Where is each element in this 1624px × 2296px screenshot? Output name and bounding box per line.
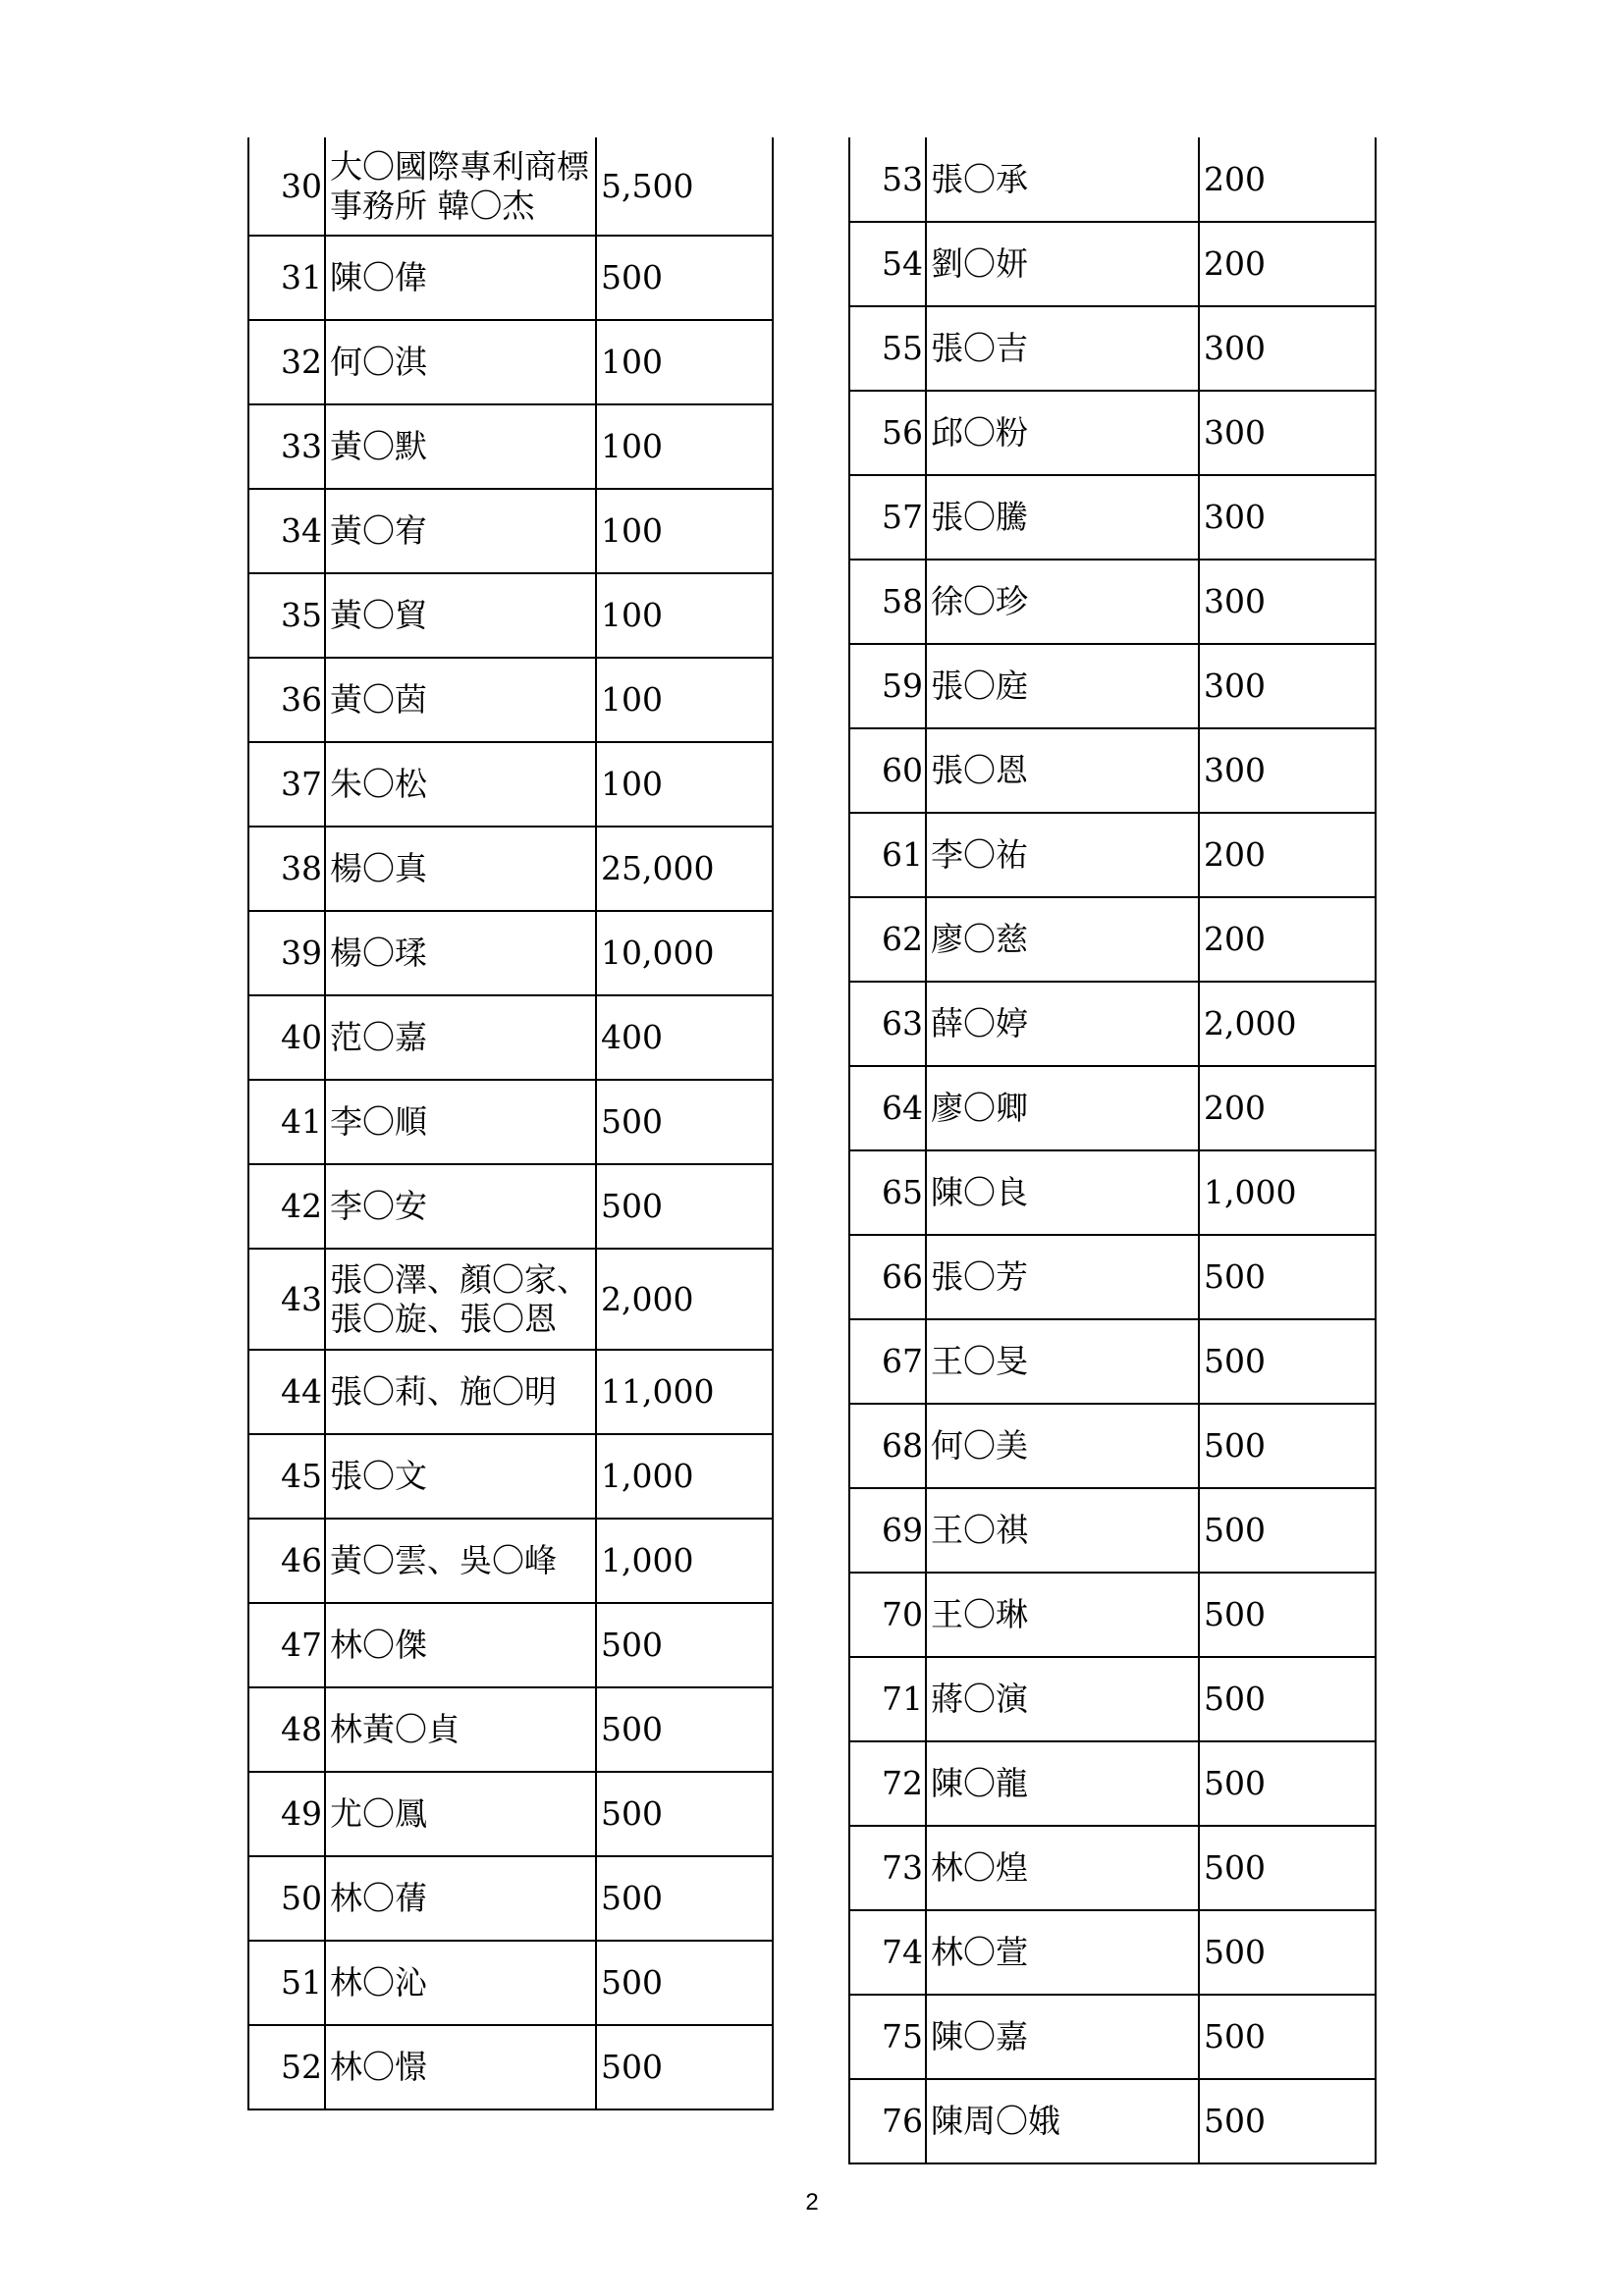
donation-amount: 11,000: [596, 1350, 773, 1434]
row-number: 43: [248, 1249, 325, 1350]
row-number: 51: [248, 1941, 325, 2025]
donor-name: 黃〇茵: [325, 658, 596, 742]
row-number: 69: [849, 1488, 926, 1573]
table-row: [248, 658, 773, 742]
row-number: 63: [849, 982, 926, 1066]
donation-amount: 500: [1199, 1235, 1376, 1319]
donor-name: 張〇文: [325, 1434, 596, 1519]
row-number: 73: [849, 1826, 926, 1910]
row-number: 76: [849, 2079, 926, 2163]
row-number: 35: [248, 573, 325, 658]
donor-name: 大〇國際專利商標事務所 韓〇杰: [325, 137, 596, 236]
row-number: 49: [248, 1772, 325, 1856]
row-number: 50: [248, 1856, 325, 1941]
table-row: [248, 827, 773, 911]
row-number: 53: [849, 137, 926, 222]
row-number: 40: [248, 995, 325, 1080]
donor-name: 張〇吉: [926, 306, 1199, 391]
donor-name: 朱〇松: [325, 742, 596, 827]
donor-name: 張〇承: [926, 137, 1199, 222]
donor-name: 林〇萱: [926, 1910, 1199, 1995]
donor-name: 林〇憬: [325, 2025, 596, 2109]
row-number: 42: [248, 1164, 325, 1249]
donation-amount: 100: [596, 742, 773, 827]
donation-amount: 500: [1199, 1319, 1376, 1404]
donor-name: 廖〇慈: [926, 897, 1199, 982]
donor-name: 劉〇妍: [926, 222, 1199, 306]
table-row: [248, 1249, 773, 1350]
table-row: [248, 1856, 773, 1941]
donation-amount: 100: [596, 404, 773, 489]
donation-amount: 500: [596, 236, 773, 320]
row-number: 67: [849, 1319, 926, 1404]
row-number: 37: [248, 742, 325, 827]
row-number: 65: [849, 1150, 926, 1235]
donation-amount: 500: [596, 1941, 773, 2025]
table-row: [849, 644, 1376, 728]
donation-amount: 500: [596, 1164, 773, 1249]
donation-amount: 500: [1199, 1657, 1376, 1741]
donor-name: 王〇祺: [926, 1488, 1199, 1573]
donor-name: 李〇安: [325, 1164, 596, 1249]
row-number: 58: [849, 560, 926, 644]
table-row: [248, 995, 773, 1080]
row-number: 62: [849, 897, 926, 982]
donation-amount: 1,000: [1199, 1150, 1376, 1235]
row-number: 59: [849, 644, 926, 728]
donation-amount: 10,000: [596, 911, 773, 995]
donation-amount: 200: [1199, 897, 1376, 982]
row-number: 68: [849, 1404, 926, 1488]
donation-amount: 500: [1199, 1826, 1376, 1910]
table-row: [849, 1488, 1376, 1573]
donor-name: 徐〇珍: [926, 560, 1199, 644]
row-number: 32: [248, 320, 325, 404]
row-number: 72: [849, 1741, 926, 1826]
table-row: [849, 1150, 1376, 1235]
donor-name: 楊〇瑈: [325, 911, 596, 995]
row-number: 34: [248, 489, 325, 573]
donation-amount: 300: [1199, 644, 1376, 728]
row-number: 36: [248, 658, 325, 742]
donation-amount: 500: [1199, 1741, 1376, 1826]
table-row: [849, 2079, 1376, 2163]
table-row: [849, 475, 1376, 560]
donor-name: 楊〇真: [325, 827, 596, 911]
row-number: 54: [849, 222, 926, 306]
row-number: 52: [248, 2025, 325, 2109]
donor-name: 陳〇偉: [325, 236, 596, 320]
donation-amount: 200: [1199, 1066, 1376, 1150]
table-row: [248, 489, 773, 573]
table-row: [849, 1066, 1376, 1150]
table-row: [849, 982, 1376, 1066]
table-row: [248, 137, 773, 236]
donation-amount: 500: [1199, 1910, 1376, 1995]
donor-name: 陳〇龍: [926, 1741, 1199, 1826]
donor-name: 王〇琳: [926, 1573, 1199, 1657]
donation-amount: 300: [1199, 475, 1376, 560]
table-row: [849, 1826, 1376, 1910]
table-row: [248, 2025, 773, 2109]
row-number: 47: [248, 1603, 325, 1687]
donor-table-right: [848, 137, 1377, 2164]
table-row: [248, 236, 773, 320]
donor-name: 林黃〇貞: [325, 1687, 596, 1772]
table-row: [248, 1603, 773, 1687]
table-row: [248, 573, 773, 658]
donor-name: 林〇蒨: [325, 1856, 596, 1941]
table-row: [248, 320, 773, 404]
donor-name: 張〇庭: [926, 644, 1199, 728]
row-number: 46: [248, 1519, 325, 1603]
row-number: 60: [849, 728, 926, 813]
donor-name: 黃〇雲、吳〇峰: [325, 1519, 596, 1603]
donation-amount: 200: [1199, 813, 1376, 897]
donation-amount: 25,000: [596, 827, 773, 911]
donation-amount: 500: [1199, 2079, 1376, 2163]
donor-name: 黃〇宥: [325, 489, 596, 573]
donor-name: 黃〇默: [325, 404, 596, 489]
donor-name: 王〇旻: [926, 1319, 1199, 1404]
row-number: 33: [248, 404, 325, 489]
donor-name: 陳〇良: [926, 1150, 1199, 1235]
donation-amount: 500: [596, 1687, 773, 1772]
table-row: [248, 1164, 773, 1249]
row-number: 56: [849, 391, 926, 475]
donation-amount: 100: [596, 658, 773, 742]
row-number: 39: [248, 911, 325, 995]
donor-name: 林〇沁: [325, 1941, 596, 2025]
donation-amount: 5,500: [596, 137, 773, 236]
donor-name: 張〇騰: [926, 475, 1199, 560]
donor-name: 何〇美: [926, 1404, 1199, 1488]
row-number: 30: [248, 137, 325, 236]
donor-name: 林〇煌: [926, 1826, 1199, 1910]
donor-name: 李〇祐: [926, 813, 1199, 897]
donation-amount: 500: [1199, 1404, 1376, 1488]
table-row: [849, 897, 1376, 982]
donor-name: 尤〇鳳: [325, 1772, 596, 1856]
table-row: [248, 1080, 773, 1164]
donation-amount: 1,000: [596, 1434, 773, 1519]
donor-name: 范〇嘉: [325, 995, 596, 1080]
row-number: 74: [849, 1910, 926, 1995]
table-row: [248, 1519, 773, 1603]
donation-amount: 500: [1199, 1488, 1376, 1573]
donation-amount: 100: [596, 573, 773, 658]
donation-amount: 500: [1199, 1995, 1376, 2079]
table-row: [849, 1741, 1376, 1826]
donation-amount: 300: [1199, 391, 1376, 475]
table-row: [248, 1687, 773, 1772]
donor-name: 何〇淇: [325, 320, 596, 404]
donation-amount: 400: [596, 995, 773, 1080]
table-row: [248, 1941, 773, 2025]
row-number: 66: [849, 1235, 926, 1319]
table-row: [849, 1235, 1376, 1319]
donation-amount: 500: [596, 1856, 773, 1941]
table-row: [248, 404, 773, 489]
donation-amount: 500: [596, 1772, 773, 1856]
donor-name: 蔣〇演: [926, 1657, 1199, 1741]
table-row: [849, 391, 1376, 475]
table-row: [849, 1910, 1376, 1995]
donor-name: 張〇恩: [926, 728, 1199, 813]
row-number: 38: [248, 827, 325, 911]
donation-amount: 500: [596, 1080, 773, 1164]
donation-amount: 200: [1199, 222, 1376, 306]
donation-amount: 100: [596, 320, 773, 404]
row-number: 45: [248, 1434, 325, 1519]
donor-name: 林〇傑: [325, 1603, 596, 1687]
donation-amount: 200: [1199, 137, 1376, 222]
table-row: [849, 728, 1376, 813]
table-row: [849, 560, 1376, 644]
donor-name: 李〇順: [325, 1080, 596, 1164]
donor-table-left: [247, 137, 774, 2110]
donation-amount: 300: [1199, 728, 1376, 813]
row-number: 31: [248, 236, 325, 320]
table-row: [849, 137, 1376, 222]
donor-name: 邱〇粉: [926, 391, 1199, 475]
table-row: [248, 742, 773, 827]
row-number: 64: [849, 1066, 926, 1150]
row-number: 41: [248, 1080, 325, 1164]
row-number: 55: [849, 306, 926, 391]
donation-amount: 1,000: [596, 1519, 773, 1603]
table-row: [248, 911, 773, 995]
table-row: [248, 1350, 773, 1434]
table-row: [849, 222, 1376, 306]
donor-name: 廖〇卿: [926, 1066, 1199, 1150]
donor-name: 黃〇貿: [325, 573, 596, 658]
table-row: [849, 1573, 1376, 1657]
row-number: 71: [849, 1657, 926, 1741]
row-number: 75: [849, 1995, 926, 2079]
donor-name: 張〇莉、施〇明: [325, 1350, 596, 1434]
table-row: [849, 1319, 1376, 1404]
page-number: 2: [805, 2189, 819, 2216]
donation-amount: 2,000: [1199, 982, 1376, 1066]
table-row: [849, 1995, 1376, 2079]
table-row: [849, 1657, 1376, 1741]
donation-amount: 500: [596, 1603, 773, 1687]
table-row: [248, 1772, 773, 1856]
row-number: 61: [849, 813, 926, 897]
donor-name: 張〇芳: [926, 1235, 1199, 1319]
donor-name: 薛〇婷: [926, 982, 1199, 1066]
donation-amount: 500: [596, 2025, 773, 2109]
donation-amount: 100: [596, 489, 773, 573]
row-number: 70: [849, 1573, 926, 1657]
table-row: [849, 1404, 1376, 1488]
donation-amount: 300: [1199, 560, 1376, 644]
donor-name: 陳周〇娥: [926, 2079, 1199, 2163]
donation-amount: 2,000: [596, 1249, 773, 1350]
table-row: [849, 813, 1376, 897]
table-row: [849, 306, 1376, 391]
donation-amount: 500: [1199, 1573, 1376, 1657]
row-number: 57: [849, 475, 926, 560]
donor-name: 張〇澤、顏〇家、張〇旋、張〇恩: [325, 1249, 596, 1350]
row-number: 44: [248, 1350, 325, 1434]
donation-amount: 300: [1199, 306, 1376, 391]
donor-name: 陳〇嘉: [926, 1995, 1199, 2079]
row-number: 48: [248, 1687, 325, 1772]
table-row: [248, 1434, 773, 1519]
